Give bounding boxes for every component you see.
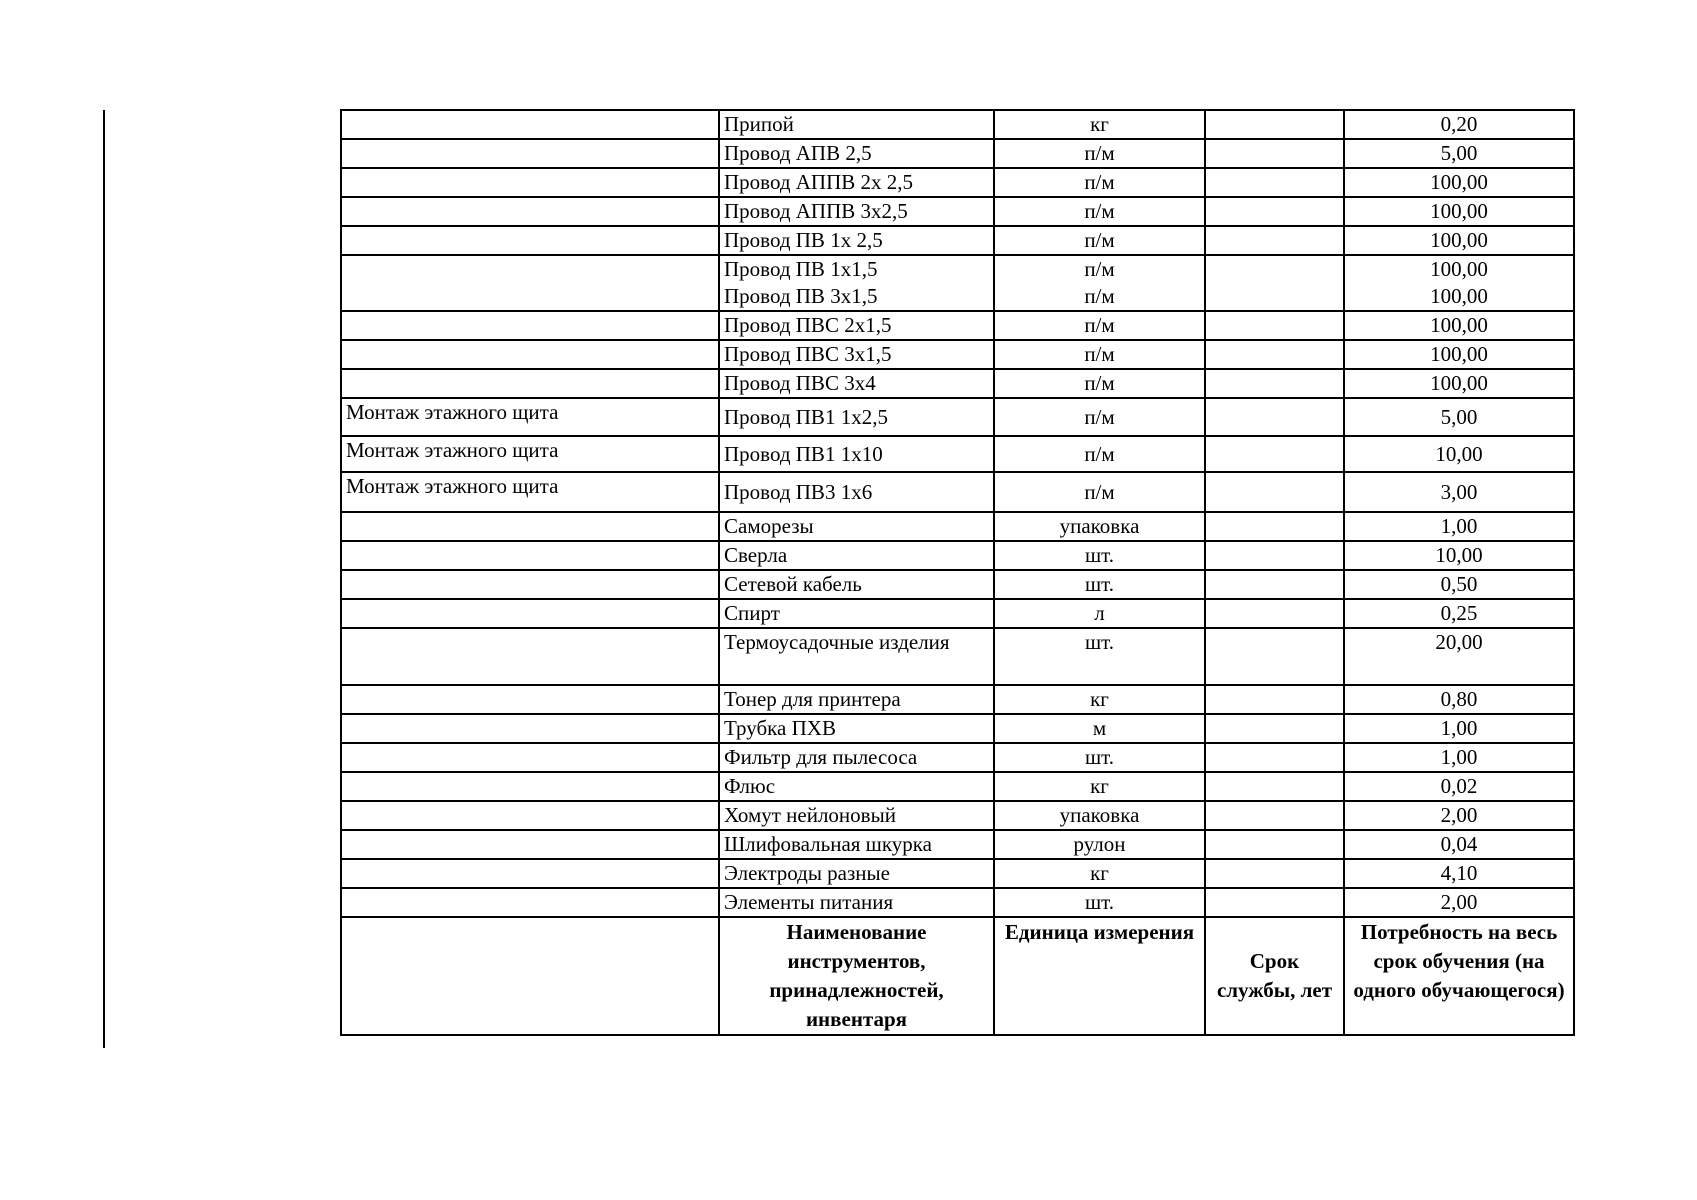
table-row (341, 512, 1574, 541)
table-row (341, 541, 1574, 570)
quantity-cell: 0,25 (1344, 599, 1574, 628)
unit-line: п/м (1084, 257, 1115, 281)
item-name-cell: Провод ПВС 3х1,5 (719, 340, 994, 369)
service-life-cell (1205, 255, 1344, 311)
service-life-cell (1205, 801, 1344, 830)
service-life-cell (1205, 599, 1344, 628)
unit-cell: п/м (994, 168, 1205, 197)
work-cell (341, 311, 719, 340)
table-row (341, 570, 1574, 599)
unit-cell: упаковка (994, 801, 1205, 830)
item-name-cell: Провод ПВ3 1х6 (719, 472, 994, 512)
table-row (341, 168, 1574, 197)
unit-cell: шт. (994, 541, 1205, 570)
work-cell: Монтаж этажного щита (341, 436, 719, 472)
service-life-cell (1205, 311, 1344, 340)
table-row (341, 714, 1574, 743)
item-name-cell: Хомут нейлоновый (719, 801, 994, 830)
table-row (341, 830, 1574, 859)
service-life-cell (1205, 168, 1344, 197)
service-life-cell (1205, 512, 1344, 541)
unit-cell: п/м (994, 398, 1205, 436)
column-header-row (341, 917, 1574, 1035)
item-name-cell: Провод АППВ 3х2,5 (719, 197, 994, 226)
work-cell (341, 743, 719, 772)
work-cell: Монтаж этажного щита (341, 472, 719, 512)
item-name-cell: Провод АПВ 2,5 (719, 139, 994, 168)
work-cell (341, 226, 719, 255)
quantity-cell: 5,00 (1344, 398, 1574, 436)
unit-cell: шт. (994, 743, 1205, 772)
quantity-cell: 0,50 (1344, 570, 1574, 599)
quantity-cell: 10,00 (1344, 436, 1574, 472)
header-work-cell (341, 917, 719, 1035)
unit-cell: м (994, 714, 1205, 743)
unit-cell: кг (994, 110, 1205, 139)
table-row (341, 398, 1574, 436)
work-cell (341, 599, 719, 628)
service-life-cell (1205, 197, 1344, 226)
item-name-cell: Провод ПВ1 1х2,5 (719, 398, 994, 436)
table-row (341, 472, 1574, 512)
quantity-cell (1344, 255, 1574, 311)
item-name-cell: Спирт (719, 599, 994, 628)
table-row (341, 340, 1574, 369)
quantity-cell: 10,00 (1344, 541, 1574, 570)
work-cell (341, 255, 719, 311)
item-name-cell: Сетевой кабель (719, 570, 994, 599)
unit-cell: кг (994, 772, 1205, 801)
work-cell (341, 801, 719, 830)
table-row (341, 436, 1574, 472)
unit-cell: шт. (994, 888, 1205, 917)
work-cell (341, 830, 719, 859)
quantity-cell: 100,00 (1344, 340, 1574, 369)
service-life-cell (1205, 398, 1344, 436)
service-life-cell (1205, 772, 1344, 801)
service-life-cell (1205, 830, 1344, 859)
service-life-cell (1205, 541, 1344, 570)
unit-cell: упаковка (994, 512, 1205, 541)
work-cell (341, 168, 719, 197)
service-life-cell (1205, 436, 1344, 472)
quantity-cell: 100,00 (1344, 369, 1574, 398)
unit-cell: п/м (994, 311, 1205, 340)
quantity-cell: 100,00 (1344, 311, 1574, 340)
table-row (341, 743, 1574, 772)
item-name-cell: Термоусадочные изделия (719, 628, 994, 685)
quantity-cell: 1,00 (1344, 743, 1574, 772)
unit-cell: л (994, 599, 1205, 628)
work-cell (341, 110, 719, 139)
service-life-cell (1205, 472, 1344, 512)
unit-cell: п/м (994, 340, 1205, 369)
item-name-cell: Флюс (719, 772, 994, 801)
header-unit: Единица измерения (994, 917, 1205, 1035)
header-quantity: Потребность на весь срок обучения (на одного обучающегося) (1344, 917, 1574, 1035)
service-life-cell (1205, 110, 1344, 139)
item-name-line: Провод ПВ 1х1,5 (724, 257, 878, 281)
work-cell (341, 541, 719, 570)
table-row (341, 801, 1574, 830)
item-name-cell: Сверла (719, 541, 994, 570)
service-life-cell (1205, 859, 1344, 888)
unit-cell: п/м (994, 436, 1205, 472)
unit-cell: шт. (994, 570, 1205, 599)
table-row (341, 311, 1574, 340)
quantity-line: 100,00 (1430, 284, 1488, 308)
unit-cell: п/м (994, 369, 1205, 398)
quantity-line: 100,00 (1430, 257, 1488, 281)
quantity-cell: 2,00 (1344, 801, 1574, 830)
quantity-cell: 4,10 (1344, 859, 1574, 888)
table-row (341, 255, 1574, 311)
unit-line: п/м (1084, 284, 1115, 308)
service-life-cell (1205, 369, 1344, 398)
service-life-cell (1205, 743, 1344, 772)
unit-cell: рулон (994, 830, 1205, 859)
item-name-line: Провод ПВ 3х1,5 (724, 284, 878, 308)
quantity-cell: 0,20 (1344, 110, 1574, 139)
work-cell (341, 139, 719, 168)
unit-cell: п/м (994, 139, 1205, 168)
item-name-cell: Саморезы (719, 512, 994, 541)
materials-table-body (341, 110, 1574, 1035)
work-cell (341, 714, 719, 743)
unit-cell: шт. (994, 628, 1205, 685)
table-row (341, 888, 1574, 917)
unit-cell (994, 255, 1205, 311)
work-cell (341, 369, 719, 398)
item-name-cell: Шлифовальная шкурка (719, 830, 994, 859)
item-name-cell: Трубка ПХВ (719, 714, 994, 743)
header-service-life: Срок службы, лет (1205, 917, 1344, 1035)
page-margin-line (103, 110, 105, 1048)
item-name-cell: Тонер для принтера (719, 685, 994, 714)
table-row (341, 628, 1574, 685)
table-row (341, 110, 1574, 139)
quantity-cell: 0,04 (1344, 830, 1574, 859)
unit-cell: п/м (994, 226, 1205, 255)
service-life-cell (1205, 340, 1344, 369)
materials-table (340, 109, 1575, 1036)
table-row (341, 139, 1574, 168)
service-life-cell (1205, 139, 1344, 168)
item-name-cell: Электроды разные (719, 859, 994, 888)
quantity-cell: 0,02 (1344, 772, 1574, 801)
service-life-cell (1205, 570, 1344, 599)
work-cell (341, 197, 719, 226)
item-name-cell: Провод ПВ 1х 2,5 (719, 226, 994, 255)
quantity-cell: 100,00 (1344, 226, 1574, 255)
item-name-cell: Припой (719, 110, 994, 139)
unit-cell: п/м (994, 472, 1205, 512)
header-item-name: Наименование инструментов, принадлежностей, инвентаря (719, 917, 994, 1035)
table-row (341, 599, 1574, 628)
work-cell: Монтаж этажного щита (341, 398, 719, 436)
work-cell (341, 340, 719, 369)
work-cell (341, 512, 719, 541)
unit-cell: кг (994, 859, 1205, 888)
item-name-cell: Провод ПВС 2х1,5 (719, 311, 994, 340)
service-life-cell (1205, 226, 1344, 255)
quantity-cell: 1,00 (1344, 512, 1574, 541)
quantity-cell: 2,00 (1344, 888, 1574, 917)
item-name-cell: Провод ПВ1 1х10 (719, 436, 994, 472)
work-cell (341, 570, 719, 599)
service-life-cell (1205, 628, 1344, 685)
table-row (341, 369, 1574, 398)
table-row (341, 859, 1574, 888)
table-row (341, 226, 1574, 255)
table-row (341, 197, 1574, 226)
item-name-cell: Элементы питания (719, 888, 994, 917)
quantity-cell: 20,00 (1344, 628, 1574, 685)
quantity-cell: 100,00 (1344, 197, 1574, 226)
work-cell (341, 859, 719, 888)
quantity-cell: 3,00 (1344, 472, 1574, 512)
quantity-cell: 0,80 (1344, 685, 1574, 714)
unit-cell: п/м (994, 197, 1205, 226)
work-cell (341, 685, 719, 714)
work-cell (341, 888, 719, 917)
quantity-cell: 1,00 (1344, 714, 1574, 743)
service-life-cell (1205, 685, 1344, 714)
service-life-cell (1205, 888, 1344, 917)
table-row (341, 685, 1574, 714)
quantity-cell: 100,00 (1344, 168, 1574, 197)
unit-cell: кг (994, 685, 1205, 714)
quantity-cell: 5,00 (1344, 139, 1574, 168)
service-life-cell (1205, 714, 1344, 743)
item-name-cell (719, 255, 994, 311)
work-cell (341, 628, 719, 685)
item-name-cell: Провод АППВ 2х 2,5 (719, 168, 994, 197)
table-row (341, 772, 1574, 801)
item-name-cell: Провод ПВС 3х4 (719, 369, 994, 398)
item-name-cell: Фильтр для пылесоса (719, 743, 994, 772)
work-cell (341, 772, 719, 801)
